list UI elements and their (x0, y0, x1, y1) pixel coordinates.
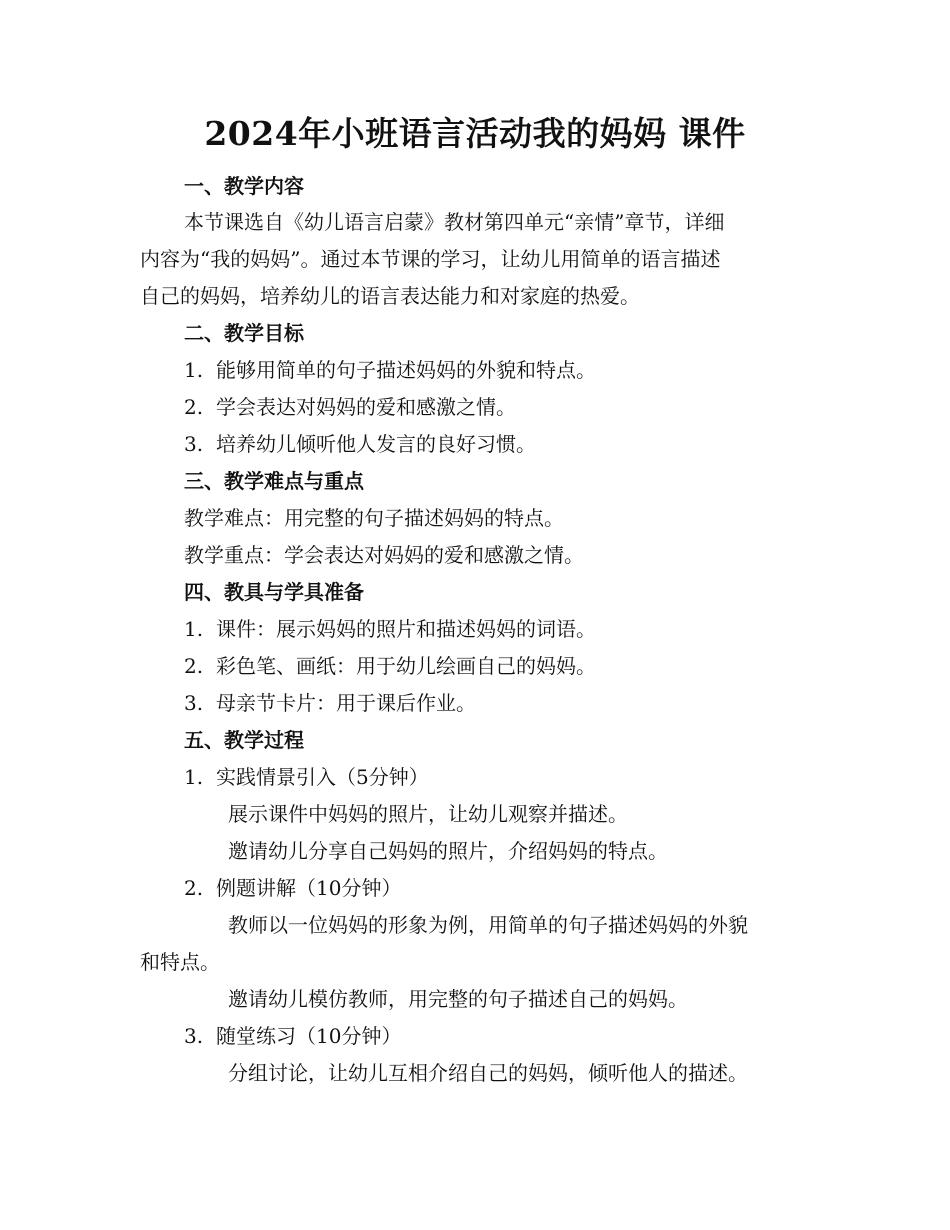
step-2-detail-b: 邀请幼儿模仿教师，用完整的句子描述自己的妈妈。 (228, 987, 688, 1011)
content-paragraph-line-3: 自己的妈妈，培养幼儿的语言表达能力和对家庭的热爱。 (140, 284, 640, 308)
list-text: 母亲节卡片：用于课后作业。 (216, 691, 476, 715)
list-text: 学会表达对妈妈的爱和感激之情。 (216, 395, 516, 419)
material-item-2 (184, 652, 596, 680)
content-paragraph-line-1: 本节课选自《幼儿语言启蒙》教材第四单元“亲情”章节，详细 (184, 210, 725, 234)
section-heading-materials: 四、教具与学具准备 (184, 580, 364, 604)
list-text: 彩色笔、画纸：用于幼儿绘画自己的妈妈。 (216, 654, 596, 678)
page-title: 2024年小班语言活动我的妈妈 课件 (204, 114, 746, 153)
list-text: 能够用简单的句子描述妈妈的外貌和特点。 (216, 358, 596, 382)
list-number: 3. (184, 1024, 204, 1048)
list-number: 2. (184, 395, 204, 419)
key-point: 教学重点：学会表达对妈妈的爱和感激之情。 (184, 543, 584, 567)
list-text: 课件：展示妈妈的照片和描述妈妈的词语。 (216, 617, 596, 641)
list-number: 3. (184, 691, 204, 715)
step-title: 例题讲解（10分钟） (216, 876, 402, 900)
goal-item-3 (184, 430, 536, 458)
section-heading-process: 五、教学过程 (184, 728, 304, 752)
list-number: 2. (184, 654, 204, 678)
material-item-3 (184, 689, 476, 717)
section-heading-difficulties: 三、教学难点与重点 (184, 469, 364, 493)
process-step-3 (184, 1022, 401, 1050)
process-step-2 (184, 874, 401, 902)
content-paragraph-line-2: 内容为“我的妈妈”。通过本节课的学习，让幼儿用简单的语言描述 (140, 247, 721, 271)
step-title: 实践情景引入（5分钟） (216, 765, 429, 789)
section-heading-content: 一、教学内容 (184, 174, 304, 198)
section-heading-goals: 二、教学目标 (184, 321, 304, 345)
list-number: 2. (184, 876, 204, 900)
step-3-detail-a: 分组讨论，让幼儿互相介绍自己的妈妈，倾听他人的描述。 (228, 1061, 748, 1085)
list-number: 1. (184, 358, 204, 382)
goal-item-2 (184, 393, 516, 421)
step-1-detail-a: 展示课件中妈妈的照片，让幼儿观察并描述。 (228, 802, 628, 826)
step-1-detail-b: 邀请幼儿分享自己妈妈的照片，介绍妈妈的特点。 (228, 839, 668, 863)
step-2-detail-a-line-1: 教师以一位妈妈的形象为例，用简单的句子描述妈妈的外貌 (228, 913, 748, 937)
list-text: 培养幼儿倾听他人发言的良好习惯。 (216, 432, 536, 456)
goal-item-1 (184, 356, 596, 384)
difficult-point: 教学难点：用完整的句子描述妈妈的特点。 (184, 506, 564, 530)
list-number: 1. (184, 617, 204, 641)
step-title: 随堂练习（10分钟） (216, 1024, 402, 1048)
list-number: 1. (184, 765, 204, 789)
material-item-1 (184, 615, 596, 643)
process-step-1 (184, 763, 429, 791)
step-2-detail-a-line-2: 和特点。 (140, 950, 220, 974)
list-number: 3. (184, 432, 204, 456)
